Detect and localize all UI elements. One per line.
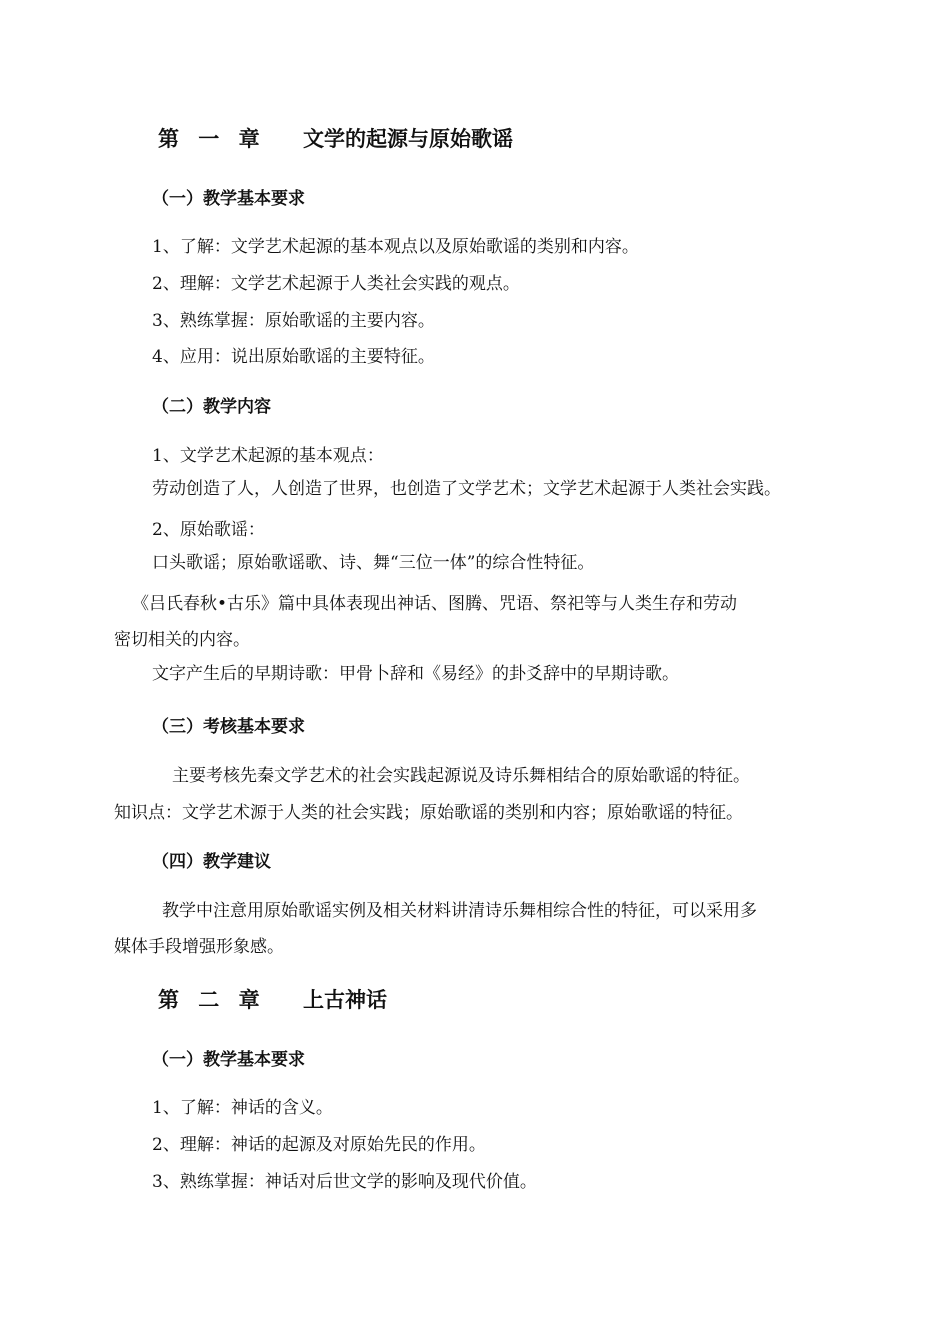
chapter-2-title: 上古神话 <box>303 988 387 1012</box>
ch1-s4-line-2: 媒体手段增强形象感。 <box>114 937 284 957</box>
ch1-s2-p4: 文字产生后的早期诗歌：甲骨卜辞和《易经》的卦爻辞中的早期诗歌。 <box>152 664 679 684</box>
ch1-s1-item-3: 3、熟练掌握：原始歌谣的主要内容。 <box>152 311 435 331</box>
ch1-section-1-heading: （一）教学基本要求 <box>152 189 305 209</box>
ch2-s1-item-3: 3、熟练掌握：神话对后世文学的影响及现代价值。 <box>152 1172 537 1192</box>
ch1-s1-item-2: 2、理解：文学艺术起源于人类社会实践的观点。 <box>152 274 520 294</box>
ch1-s2-p2-text: 口头歌谣；原始歌谣歌、诗、舞“三位一体”的综合性特征。 <box>152 553 595 573</box>
chapter-2-heading <box>158 987 387 1013</box>
chapter-1-title: 文学的起源与原始歌谣 <box>303 127 513 151</box>
ch1-s2-p1-text: 劳动创造了人，人创造了世界，也创造了文学艺术；文学艺术起源于人类社会实践。 <box>152 479 781 499</box>
ch2-s1-item-2: 2、理解：神话的起源及对原始先民的作用。 <box>152 1135 486 1155</box>
ch1-s1-item-4: 4、应用：说出原始歌谣的主要特征。 <box>152 347 435 367</box>
ch1-s2-p3-line-2: 密切相关的内容。 <box>114 630 250 650</box>
ch2-s1-item-1: 1、了解：神话的含义。 <box>152 1098 333 1118</box>
ch2-section-1-heading: （一）教学基本要求 <box>152 1050 305 1070</box>
chapter-2-number: 第 二 章 <box>158 988 266 1012</box>
ch1-s1-item-1: 1、了解：文学艺术起源的基本观点以及原始歌谣的类别和内容。 <box>152 237 639 257</box>
chapter-1-number: 第 一 章 <box>158 127 266 151</box>
ch1-s2-p2-title: 2、原始歌谣： <box>152 520 265 540</box>
ch1-s2-p3-line-1: 《吕氏春秋•古乐》篇中具体表现出神话、图腾、咒语、祭祀等与人类生存和劳动 <box>132 594 738 614</box>
ch1-s3-line-1: 主要考核先秦文学艺术的社会实践起源说及诗乐舞相结合的原始歌谣的特征。 <box>172 766 750 786</box>
ch1-section-2-heading: （二）教学内容 <box>152 397 271 417</box>
ch1-s2-p1-title: 1、文学艺术起源的基本观点： <box>152 446 384 466</box>
ch1-section-3-heading: （三）考核基本要求 <box>152 717 305 737</box>
chapter-1-heading <box>158 126 513 152</box>
ch1-s3-line-2: 知识点：文学艺术源于人类的社会实践；原始歌谣的类别和内容；原始歌谣的特征。 <box>114 803 743 823</box>
ch1-section-4-heading: （四）教学建议 <box>152 852 271 872</box>
ch1-s4-line-1: 教学中注意用原始歌谣实例及相关材料讲清诗乐舞相综合性的特征，可以采用多 <box>162 901 757 921</box>
